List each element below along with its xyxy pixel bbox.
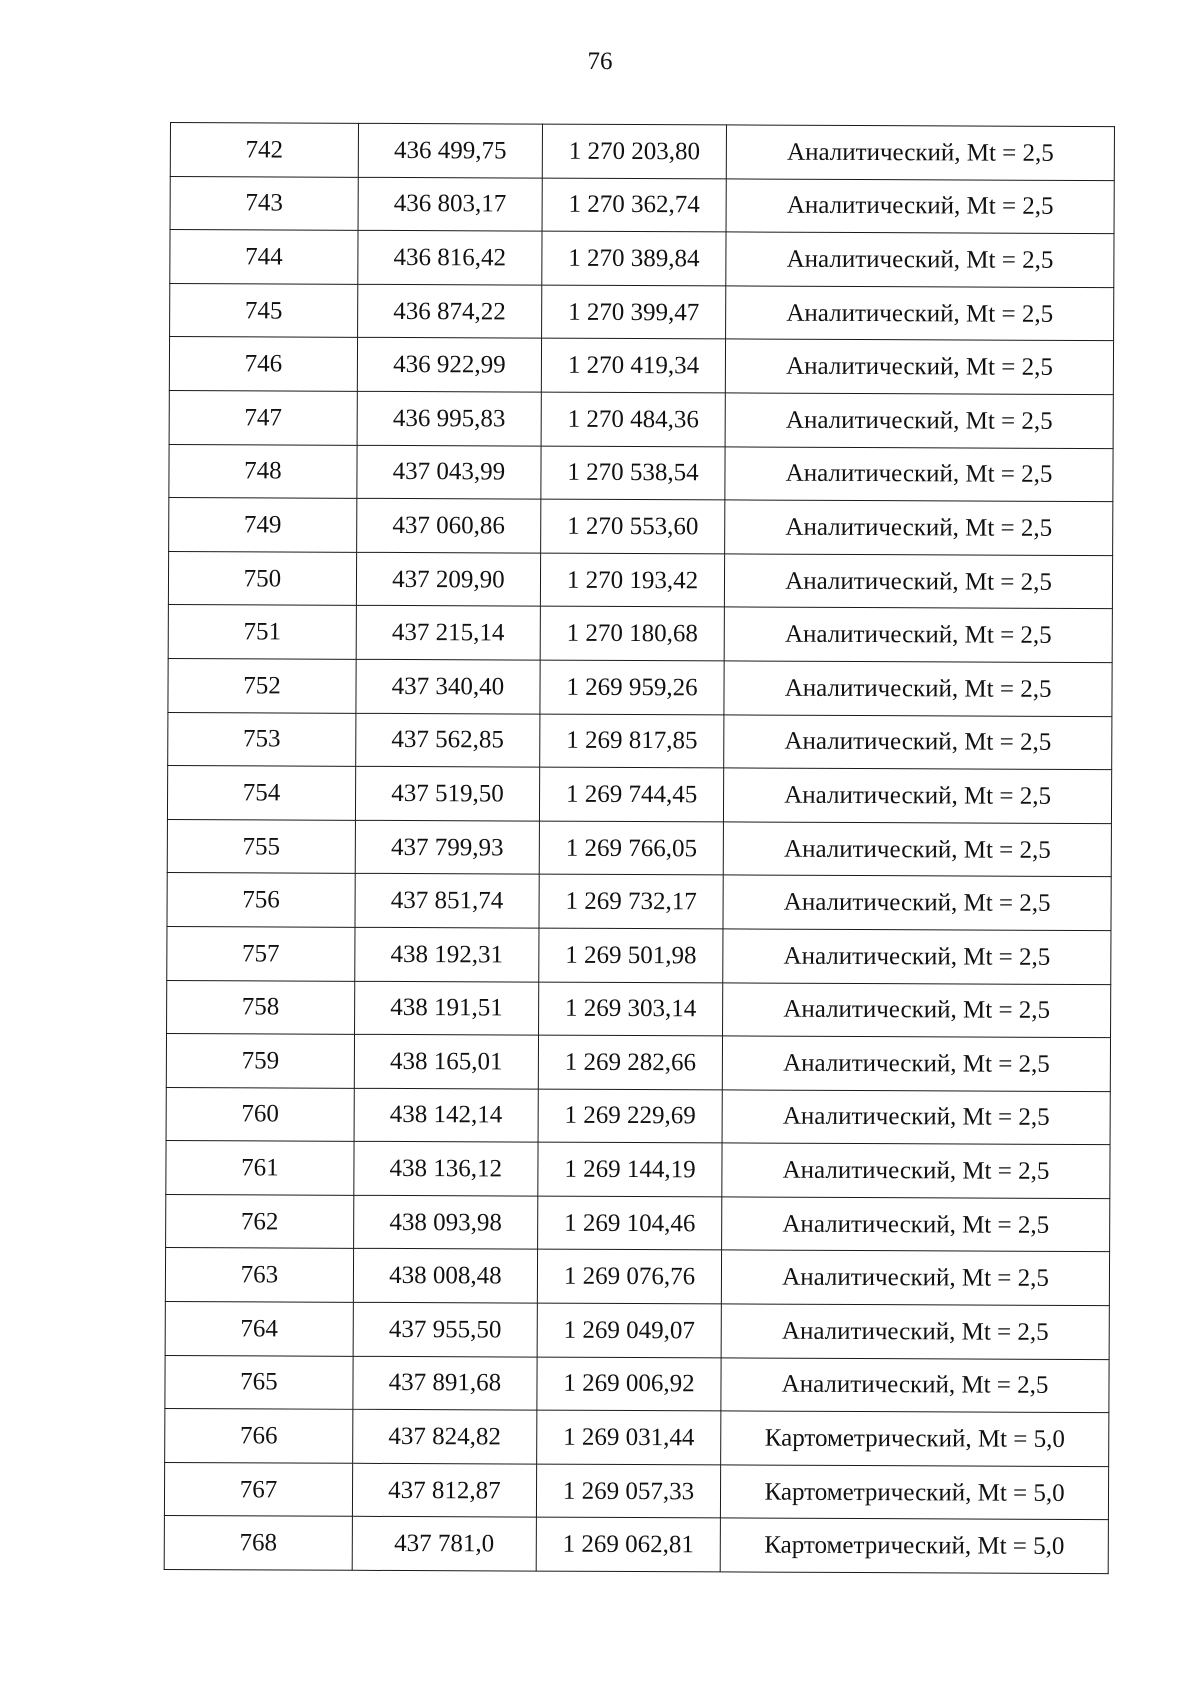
y-coordinate-cell: 1 269 229,69 [538, 1089, 722, 1143]
y-coordinate-cell: 1 270 399,47 [541, 285, 725, 339]
method-cell: Картометрический, Mt = 5,0 [720, 1518, 1108, 1573]
table-row [169, 498, 1113, 556]
point-number-cell: 766 [165, 1409, 353, 1463]
y-coordinate-cell: 1 269 817,85 [540, 714, 724, 768]
y-coordinate-cell: 1 269 076,76 [537, 1250, 721, 1304]
method-cell: Аналитический, Mt = 2,5 [724, 714, 1112, 769]
table-row [168, 551, 1112, 609]
point-number-cell: 750 [168, 551, 356, 605]
y-coordinate-cell: 1 270 419,34 [541, 338, 725, 392]
x-coordinate-cell: 438 008,48 [353, 1249, 537, 1303]
y-coordinate-cell: 1 269 031,44 [537, 1410, 721, 1464]
x-coordinate-cell: 437 955,50 [353, 1302, 537, 1356]
table-row [165, 1248, 1109, 1306]
x-coordinate-cell: 437 781,0 [352, 1517, 536, 1571]
y-coordinate-cell: 1 269 732,17 [539, 874, 723, 928]
point-number-cell: 767 [164, 1462, 352, 1516]
y-coordinate-cell: 1 269 303,14 [538, 982, 722, 1036]
x-coordinate-cell: 437 209,90 [356, 552, 540, 606]
point-number-cell: 754 [167, 766, 355, 820]
x-coordinate-cell: 437 043,99 [357, 445, 541, 499]
point-number-cell: 743 [170, 176, 358, 230]
point-number-cell: 744 [170, 230, 358, 284]
x-coordinate-cell: 437 799,93 [355, 820, 539, 874]
coordinates-table [164, 122, 1115, 1574]
y-coordinate-cell: 1 269 006,92 [537, 1357, 721, 1411]
point-number-cell: 763 [165, 1248, 353, 1302]
table-row [165, 1355, 1109, 1413]
y-coordinate-cell: 1 270 389,84 [542, 231, 726, 285]
x-coordinate-cell: 436 874,22 [357, 284, 541, 338]
table-row [167, 819, 1111, 877]
table-row [164, 1462, 1108, 1520]
point-number-cell: 753 [168, 712, 356, 766]
x-coordinate-cell: 437 519,50 [355, 766, 539, 820]
y-coordinate-cell: 1 269 766,05 [539, 821, 723, 875]
y-coordinate-cell: 1 269 501,98 [539, 928, 723, 982]
table-row [164, 1516, 1108, 1574]
x-coordinate-cell: 436 995,83 [357, 391, 541, 445]
method-cell: Аналитический, Mt = 2,5 [723, 875, 1111, 930]
table-row [170, 176, 1114, 234]
y-coordinate-cell: 1 270 180,68 [540, 606, 724, 660]
x-coordinate-cell: 437 891,68 [353, 1356, 537, 1410]
method-cell: Аналитический, Mt = 2,5 [723, 822, 1111, 877]
table-row [170, 283, 1114, 341]
point-number-cell: 762 [166, 1194, 354, 1248]
point-number-cell: 757 [167, 926, 355, 980]
x-coordinate-cell: 437 215,14 [356, 606, 540, 660]
point-number-cell: 742 [170, 123, 358, 177]
x-coordinate-cell: 437 812,87 [352, 1463, 536, 1517]
method-cell: Аналитический, Mt = 2,5 [726, 179, 1114, 234]
y-coordinate-cell: 1 269 744,45 [539, 767, 723, 821]
x-coordinate-cell: 437 824,82 [353, 1410, 537, 1464]
table-row [168, 605, 1112, 663]
point-number-cell: 755 [167, 819, 355, 873]
method-cell: Аналитический, Mt = 2,5 [724, 768, 1112, 823]
page-number: 76 [587, 48, 613, 75]
table-row [166, 1194, 1110, 1252]
table-row [165, 1409, 1109, 1467]
point-number-cell: 748 [169, 444, 357, 498]
x-coordinate-cell: 438 192,31 [355, 927, 539, 981]
x-coordinate-cell: 436 803,17 [358, 177, 542, 231]
method-cell: Аналитический, Mt = 2,5 [722, 1250, 1110, 1305]
table-row [166, 1034, 1110, 1092]
method-cell: Аналитический, Mt = 2,5 [724, 607, 1112, 662]
coordinates-table-body [164, 123, 1114, 1574]
method-cell: Аналитический, Mt = 2,5 [725, 500, 1113, 555]
method-cell: Аналитический, Mt = 2,5 [726, 286, 1114, 341]
method-cell: Картометрический, Mt = 5,0 [721, 1411, 1109, 1466]
point-number-cell: 749 [169, 498, 357, 552]
y-coordinate-cell: 1 270 484,36 [541, 392, 725, 446]
method-cell: Аналитический, Mt = 2,5 [724, 661, 1112, 716]
point-number-cell: 761 [166, 1141, 354, 1195]
point-number-cell: 765 [165, 1355, 353, 1409]
method-cell: Аналитический, Mt = 2,5 [722, 1143, 1110, 1198]
method-cell: Аналитический, Mt = 2,5 [726, 339, 1114, 394]
table-row [169, 390, 1113, 448]
method-cell: Картометрический, Mt = 5,0 [721, 1465, 1109, 1520]
y-coordinate-cell: 1 269 959,26 [540, 660, 724, 714]
x-coordinate-cell: 437 060,86 [357, 498, 541, 552]
method-cell: Аналитический, Mt = 2,5 [726, 125, 1114, 180]
table-row [165, 1302, 1109, 1360]
y-coordinate-cell: 1 269 144,19 [538, 1142, 722, 1196]
method-cell: Аналитический, Mt = 2,5 [723, 982, 1111, 1037]
point-number-cell: 768 [164, 1516, 352, 1570]
y-coordinate-cell: 1 270 553,60 [541, 499, 725, 553]
point-number-cell: 745 [170, 283, 358, 337]
method-cell: Аналитический, Mt = 2,5 [722, 1036, 1110, 1091]
table-row [166, 1087, 1110, 1145]
x-coordinate-cell: 438 191,51 [354, 981, 538, 1035]
table-row [169, 444, 1113, 502]
method-cell: Аналитический, Mt = 2,5 [726, 232, 1114, 287]
point-number-cell: 758 [167, 980, 355, 1034]
x-coordinate-cell: 437 562,85 [356, 713, 540, 767]
table-row [167, 873, 1111, 931]
table-row [167, 766, 1111, 824]
x-coordinate-cell: 436 499,75 [358, 123, 542, 177]
x-coordinate-cell: 437 851,74 [355, 874, 539, 928]
point-number-cell: 756 [167, 873, 355, 927]
table-row [168, 658, 1112, 716]
table-row [170, 230, 1114, 288]
y-coordinate-cell: 1 270 193,42 [540, 553, 724, 607]
table-row [168, 712, 1112, 770]
y-coordinate-cell: 1 269 104,46 [538, 1196, 722, 1250]
table-row [170, 123, 1114, 181]
method-cell: Аналитический, Mt = 2,5 [725, 446, 1113, 501]
x-coordinate-cell: 438 142,14 [354, 1088, 538, 1142]
method-cell: Аналитический, Mt = 2,5 [722, 1197, 1110, 1252]
x-coordinate-cell: 438 093,98 [353, 1195, 537, 1249]
method-cell: Аналитический, Mt = 2,5 [721, 1358, 1109, 1413]
x-coordinate-cell: 436 816,42 [358, 231, 542, 285]
table-row [167, 980, 1111, 1038]
point-number-cell: 759 [166, 1034, 354, 1088]
y-coordinate-cell: 1 270 203,80 [542, 124, 726, 178]
method-cell: Аналитический, Mt = 2,5 [721, 1304, 1109, 1359]
table-row [169, 337, 1113, 395]
point-number-cell: 760 [166, 1087, 354, 1141]
point-number-cell: 751 [168, 605, 356, 659]
point-number-cell: 746 [169, 337, 357, 391]
x-coordinate-cell: 436 922,99 [357, 338, 541, 392]
y-coordinate-cell: 1 269 282,66 [538, 1035, 722, 1089]
y-coordinate-cell: 1 269 062,81 [536, 1518, 720, 1572]
y-coordinate-cell: 1 270 538,54 [541, 446, 725, 500]
method-cell: Аналитический, Mt = 2,5 [725, 393, 1113, 448]
y-coordinate-cell: 1 270 362,74 [542, 178, 726, 232]
y-coordinate-cell: 1 269 057,33 [536, 1464, 720, 1518]
y-coordinate-cell: 1 269 049,07 [537, 1303, 721, 1357]
method-cell: Аналитический, Mt = 2,5 [722, 1090, 1110, 1145]
x-coordinate-cell: 437 340,40 [356, 659, 540, 713]
method-cell: Аналитический, Mt = 2,5 [725, 554, 1113, 609]
point-number-cell: 752 [168, 658, 356, 712]
table-row [167, 926, 1111, 984]
x-coordinate-cell: 438 165,01 [354, 1034, 538, 1088]
method-cell: Аналитический, Mt = 2,5 [723, 929, 1111, 984]
table-row [166, 1141, 1110, 1199]
x-coordinate-cell: 438 136,12 [354, 1142, 538, 1196]
point-number-cell: 747 [169, 390, 357, 444]
point-number-cell: 764 [165, 1302, 353, 1356]
